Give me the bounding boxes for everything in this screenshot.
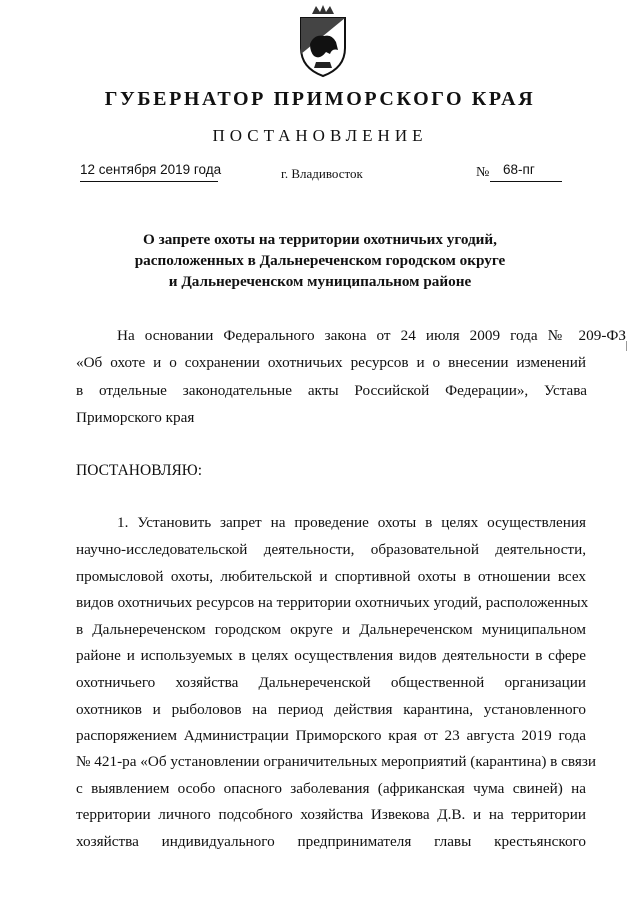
item-1-line: промысловой охоты, любительской и спортивной охоты в отношении всех: [76, 568, 586, 585]
item-1-line: охотников и рыболовов на период действия карантина, установленного: [76, 701, 586, 718]
item-1-line: территории личного подсобного хозяйства Извекова Д.В. и на территории: [76, 806, 586, 823]
margin-mark: [626, 341, 627, 351]
title-line: расположенных в Дальнереченском городском округе: [134, 252, 506, 269]
document-number: 68-пг: [503, 162, 535, 177]
document-city: г. Владивосток: [281, 166, 363, 181]
item-1-line: научно-исследовательской деятельности, образовательной деятельности,: [76, 541, 586, 558]
authority-heading: ГУБЕРНАТОР ПРИМОРСКОГО КРАЯ: [104, 88, 536, 110]
document-date: 12 сентября 2019 года: [80, 162, 222, 177]
document-type-heading: ПОСТАНОВЛЕНИЕ: [212, 126, 428, 145]
item-1-line: 1. Установить запрет на проведение охоты в целях осуществления: [117, 514, 586, 531]
preamble-line: в отдельные законодательные акты Российской Федерации», Устава: [76, 382, 587, 399]
date-underline: [80, 181, 218, 182]
item-1-line: видов охотничьих ресурсов на территории охотничьих угодий, расположенных: [76, 594, 589, 611]
document-title: [0, 229, 640, 292]
item-1-line: распоряжением Администрации Приморского края от 23 августа 2019 года: [76, 727, 586, 744]
item-1-line: хозяйства индивидуального предпринимателя главы крестьянского: [76, 833, 586, 850]
item-1-line: районе и используемых в целях осуществления видов деятельности в сфере: [76, 647, 586, 664]
title-line: и Дальнереченском муниципальном районе: [168, 273, 472, 290]
number-underline: [490, 181, 562, 182]
item-1-line: в Дальнереченском городском округе и Дальнереченском муниципальном: [76, 621, 586, 638]
number-sign: №: [476, 165, 490, 180]
preamble-line: Приморского края: [76, 409, 195, 426]
item-1-line: с выявлением особо опасного заболевания (африканская чума свиней) на: [76, 780, 586, 797]
item-1-line: охотничьего хозяйства Дальнереченской общественной организации: [76, 674, 586, 691]
title-line: О запрете охоты на территории охотничьих угодий,: [143, 231, 497, 248]
resolve-heading: ПОСТАНОВЛЯЮ:: [76, 462, 203, 479]
preamble-line: На основании Федерального закона от 24 июля 2009 года № 209-ФЗ: [117, 327, 626, 344]
item-1-line: № 421-ра «Об установлении ограничительных мероприятий (карантина) в связи: [76, 753, 596, 770]
preamble-line: «Об охоте и о сохранении охотничьих ресурсов и о внесении изменений: [76, 354, 586, 371]
coat-of-arms-emblem: [296, 4, 350, 78]
